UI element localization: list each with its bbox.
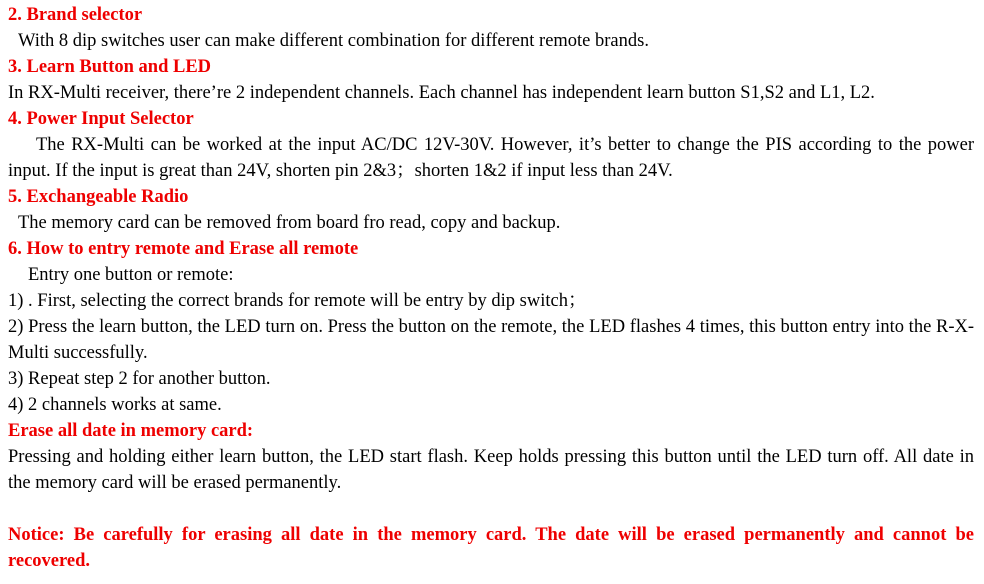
blank-spacer (8, 496, 974, 522)
section-heading-learn-button: 3. Learn Button and LED (8, 57, 212, 77)
erase-all-heading: Erase all date in memory card: (8, 421, 254, 441)
entry-step-2: 2) Press the learn button, the LED turn on. Press the button on the remote, the LED flashes 4 times, this button entry into the R-X-Multi successfully. (8, 317, 974, 363)
entry-step-1: 1) . First, selecting the correct brands for remote will be entry by dip switch； (8, 291, 587, 311)
document-page (8, 2, 974, 574)
notice-text: Notice: Be carefully for erasing all date in the memory card. The date will be erased permanently and cannot be recovered. (8, 525, 974, 571)
erase-all-text: Pressing and holding either learn button, the LED start flash. Keep holds pressing this button until the LED turn off. All date in the memory card will be erased permanently. (8, 447, 974, 493)
section-heading-brand-selector: 2. Brand selector (8, 5, 143, 25)
learn-button-text: In RX-Multi receiver, there’re 2 independent channels. Each channel has independent learn button S1,S2 and L1, L2. (8, 83, 875, 103)
section-heading-exchangeable-radio: 5. Exchangeable Radio (8, 187, 189, 207)
entry-intro-text: Entry one button or remote: (28, 265, 234, 285)
power-input-text: The RX-Multi can be worked at the input AC/DC 12V-30V. However, it’s better to change the PIS according to the power input. If the input is great than 24V, shorten pin 2&3；shorten 1&2 if input less than 24V. (8, 135, 974, 181)
entry-step-3: 3) Repeat step 2 for another button. (8, 369, 271, 389)
brand-selector-text: With 8 dip switches user can make different combination for different remote brands. (18, 31, 649, 51)
entry-step-4: 4) 2 channels works at same. (8, 395, 222, 415)
section-heading-entry-erase: 6. How to entry remote and Erase all remote (8, 239, 359, 259)
section-heading-power-input: 4. Power Input Selector (8, 109, 194, 129)
exchangeable-radio-text: The memory card can be removed from board fro read, copy and backup. (18, 213, 561, 233)
